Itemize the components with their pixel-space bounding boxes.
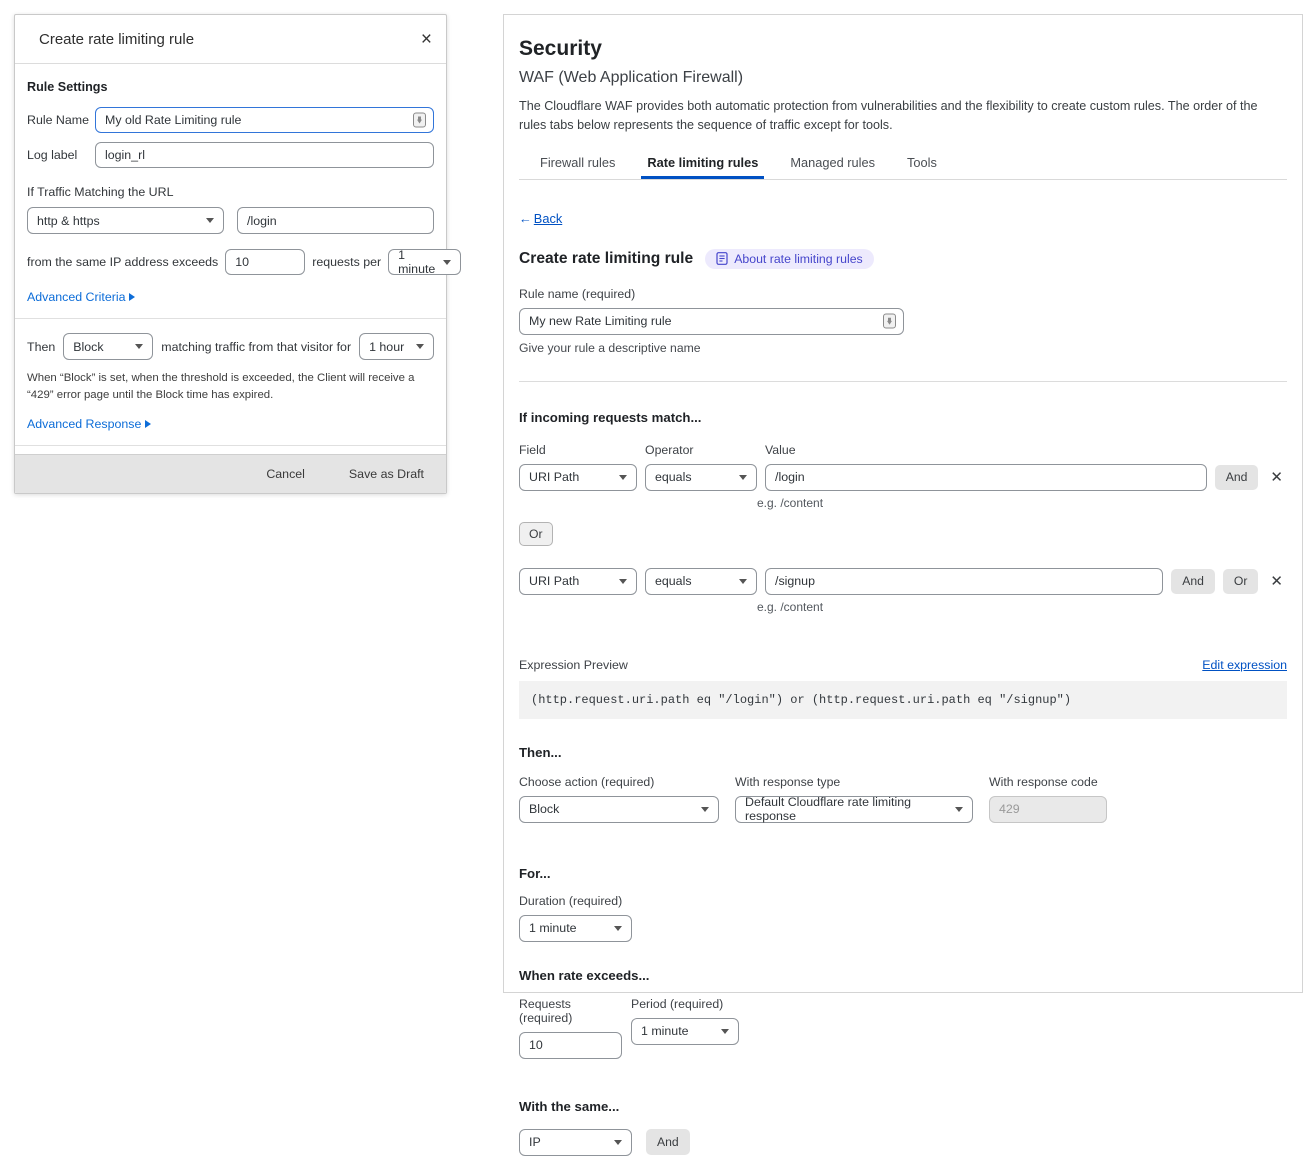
- chevron-down-icon: [614, 926, 622, 931]
- and-button[interactable]: And: [1171, 569, 1215, 594]
- dialog-footer: [15, 454, 446, 493]
- chevron-down-icon: [619, 579, 627, 584]
- page-title: Security: [519, 37, 602, 60]
- triangle-right-icon: [129, 293, 135, 301]
- field-select[interactable]: URI Path: [519, 568, 637, 595]
- match-row: [519, 464, 1287, 491]
- advanced-criteria-link[interactable]: Advanced Criteria: [27, 290, 135, 304]
- block-note: When “Block” is set, when the threshold is exceeded, the Client will receive a “429” error page until the Block time has expired.: [27, 372, 415, 402]
- response-type-label: With response type: [735, 774, 841, 789]
- requests-per-label: requests per: [312, 255, 382, 269]
- rule-name-input[interactable]: [95, 107, 434, 133]
- rule-name-label: Rule Name: [27, 113, 89, 127]
- value-hint: e.g. /content: [757, 599, 824, 614]
- then-label: Then: [27, 339, 56, 354]
- log-label-label: Log label: [27, 148, 78, 162]
- chevron-down-icon: [135, 344, 143, 349]
- tab-tools[interactable]: Tools: [906, 154, 937, 170]
- or-button[interactable]: Or: [1223, 569, 1259, 594]
- remove-condition-icon[interactable]: ✕: [1266, 470, 1287, 485]
- rule-settings-heading: Rule Settings: [27, 80, 108, 94]
- choose-action-label: Choose action (required): [519, 774, 655, 789]
- period-select[interactable]: 1 minute: [631, 1018, 739, 1045]
- rule-name-help: Give your rule a descriptive name: [519, 340, 701, 355]
- chevron-down-icon: [443, 260, 451, 265]
- cancel-button[interactable]: Cancel: [266, 467, 305, 481]
- block-duration-select[interactable]: 1 hour: [359, 333, 434, 360]
- operator-select[interactable]: equals: [645, 568, 757, 595]
- divider: [15, 318, 446, 319]
- action-select[interactable]: Block: [519, 796, 719, 823]
- rule-name-label: Rule name (required): [519, 286, 636, 301]
- dialog-title: Create rate limiting rule: [39, 30, 195, 48]
- back-arrow-icon: ←: [519, 210, 532, 226]
- advanced-response-link[interactable]: Advanced Response: [27, 417, 151, 431]
- value-input[interactable]: [765, 568, 1163, 595]
- document-icon: [716, 252, 728, 265]
- value-hint: e.g. /content: [757, 495, 824, 510]
- for-section-heading: For...: [519, 865, 551, 881]
- column-label-value: Value: [765, 442, 796, 457]
- close-icon[interactable]: ×: [420, 28, 432, 50]
- match-row: [519, 568, 1287, 595]
- tab-rate-limiting-rules[interactable]: Rate limiting rules: [647, 155, 758, 179]
- dialog-header: [15, 15, 446, 64]
- scheme-select[interactable]: http & https: [27, 207, 224, 234]
- divider: [15, 445, 446, 446]
- value-input[interactable]: [765, 464, 1207, 491]
- log-label-input[interactable]: [95, 142, 434, 168]
- duration-label: Duration (required): [519, 893, 623, 908]
- requests-input[interactable]: [225, 249, 305, 275]
- match-section-heading: If incoming requests match...: [519, 409, 702, 425]
- page-subtitle: WAF (Web Application Firewall): [519, 69, 744, 86]
- and-button[interactable]: And: [1215, 465, 1259, 490]
- traffic-match-label: If Traffic Matching the URL: [27, 185, 174, 199]
- rule-name-input[interactable]: [519, 308, 904, 335]
- chevron-down-icon: [739, 579, 747, 584]
- chevron-down-icon: [619, 475, 627, 480]
- action-select[interactable]: Block: [63, 333, 153, 360]
- exceeds-prefix: from the same IP address exceeds: [27, 255, 219, 269]
- chevron-down-icon: [701, 807, 709, 812]
- chevron-down-icon: [416, 344, 424, 349]
- back-link[interactable]: ← Back: [519, 210, 563, 226]
- tab-firewall-rules[interactable]: Firewall rules: [540, 154, 616, 170]
- then-suffix: matching traffic from that visitor for: [161, 339, 352, 354]
- autofill-icon[interactable]: [413, 113, 426, 128]
- expression-preview-label: Expression Preview: [519, 657, 628, 672]
- response-code-input: [989, 796, 1107, 823]
- divider: [519, 381, 1287, 382]
- column-label-field: Field: [519, 442, 546, 457]
- and-button[interactable]: And: [646, 1129, 690, 1155]
- expression-code: (http.request.uri.path eq "/login") or (http.request.uri.path eq "/signup"): [519, 681, 1287, 719]
- url-input[interactable]: [237, 207, 434, 234]
- requests-input[interactable]: [519, 1032, 622, 1059]
- save-as-draft-button[interactable]: Save as Draft: [348, 467, 424, 481]
- edit-expression-link[interactable]: Edit expression: [1202, 657, 1287, 672]
- tab-managed-rules[interactable]: Managed rules: [790, 154, 875, 170]
- response-code-label: With response code: [989, 774, 1098, 789]
- form-title: Create rate limiting rule: [519, 249, 694, 267]
- about-rate-limiting-badge[interactable]: About rate limiting rules: [705, 249, 874, 269]
- same-section-heading: With the same...: [519, 1098, 620, 1114]
- or-connector-button[interactable]: Or: [519, 522, 553, 546]
- create-rate-limiting-rule-dialog: [14, 14, 447, 494]
- response-type-select[interactable]: Default Cloudflare rate limiting response: [735, 796, 973, 823]
- page-description: The Cloudflare WAF provides both automatic protection from vulnerabilities and the flexibility to create custom rules. The order of the rules tabs below represents the sequence of traffic except for tools.: [519, 99, 1258, 132]
- chevron-down-icon: [614, 1140, 622, 1145]
- field-select[interactable]: URI Path: [519, 464, 637, 491]
- chevron-down-icon: [739, 475, 747, 480]
- rate-section-heading: When rate exceeds...: [519, 967, 650, 983]
- column-label-operator: Operator: [645, 442, 694, 457]
- autofill-icon[interactable]: [883, 314, 896, 329]
- triangle-right-icon: [145, 420, 151, 428]
- period-label: Period (required): [631, 996, 724, 1011]
- operator-select[interactable]: equals: [645, 464, 757, 491]
- security-waf-panel: [503, 14, 1303, 1150]
- requests-label: Requests (required): [519, 996, 573, 1025]
- waf-tabs: [519, 155, 1287, 179]
- then-section-heading: Then...: [519, 744, 562, 760]
- characteristic-select[interactable]: IP: [519, 1129, 632, 1156]
- remove-condition-icon[interactable]: ✕: [1266, 574, 1287, 589]
- chevron-down-icon: [206, 218, 214, 223]
- duration-select[interactable]: 1 minute: [519, 915, 632, 942]
- chevron-down-icon: [721, 1029, 729, 1034]
- chevron-down-icon: [955, 807, 963, 812]
- period-select[interactable]: 1 minute: [388, 249, 461, 275]
